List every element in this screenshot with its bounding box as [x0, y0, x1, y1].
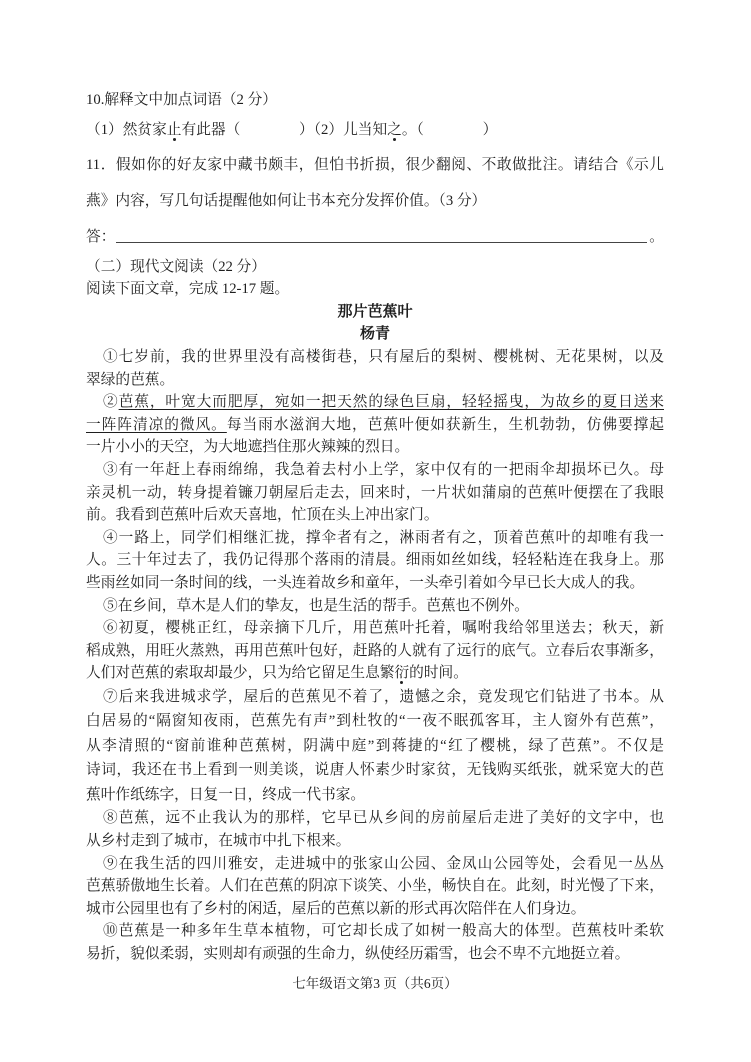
paragraph-3 — [86, 459, 664, 527]
paragraph-7 — [86, 685, 664, 808]
answer-line — [86, 226, 664, 248]
question-10-title: 10.解释文中加点词语（2 分） — [86, 92, 277, 108]
text-line: ⑨在我生活的四川雅安，走进城中的张家山公园、金凤山公园等处，会看见一丛丛 — [103, 855, 664, 872]
paragraph-8 — [86, 807, 664, 852]
q10-item-1-text: （1）然贫家 — [86, 122, 167, 138]
question-10-items — [86, 119, 664, 141]
text-line: 一片小小的天空，为大地遮挡住那火辣辣的烈日。 — [86, 439, 410, 456]
answer-end-mark: 。 — [649, 229, 664, 245]
text-line: ④一路上，同学们相继汇拢，撑伞者有之，淋雨者有之，顶着芭蕉叶的却唯有我一 — [103, 529, 664, 546]
text-segment: 每当雨水滋润大地，芭蕉叶便如获新生，生机勃勃，仿佛要撑起 — [226, 416, 664, 433]
paragraph-5 — [86, 595, 664, 618]
text-line: 从李清照的“窗前谁种芭蕉树，阴满中庭”到蒋捷的“红了樱桃，绿了芭蕉”。不仅是 — [86, 737, 664, 754]
section-heading: （二）现代文阅读（22 分） — [86, 259, 266, 275]
text-line — [86, 414, 664, 437]
answer-label: 答： — [86, 229, 116, 245]
text-segment: 人们对芭蕉的索取却最少，只为给它留足生息繁 — [86, 665, 395, 682]
text-line: ⑤在乡间，草木是人们的挚友，也是生活的帮手。芭蕉也不例外。 — [103, 597, 529, 614]
text-line: ⑧芭蕉，远不止我认为的那样，它早已从乡间的房前屋后走进了美好的文字中，也 — [103, 810, 664, 827]
paragraph-1 — [86, 346, 664, 391]
q10-item-2-text: （2）儿当知 — [313, 122, 388, 138]
q10-item-1-blank: 有此器（ ） — [181, 122, 314, 138]
article-author: 杨青 — [359, 325, 390, 342]
dotted-char: 之 — [387, 122, 402, 138]
text-line: 燕》内容，写几句话提醒他如何让书本充分发挥价值。（3 分） — [86, 193, 487, 209]
paragraph-6 — [86, 617, 664, 685]
text-line: 蕉叶作纸练字，日复一日，终成一代书家。 — [86, 786, 366, 803]
text-line: ⑦后来我进城求学，屋后的芭蕉见不着了，遗憾之余，竟发现它们钻进了书本。从 — [103, 688, 664, 705]
text-line: 城市公园里也有了乡村的闲适，屋后的芭蕉以新的形式再次陪伴在人们身边。 — [86, 900, 586, 917]
question-11 — [86, 147, 664, 219]
text-line: 诗词，我还在书上看到一则美谈，说唐人怀素少时家贫，无钱购买纸张，就采宽大的芭 — [86, 762, 664, 779]
section-instruction: 阅读下面文章，完成 12-17 题。 — [86, 281, 290, 297]
text-line: 稻成熟，用旺火蒸熟，再用芭蕉叶包好，赶路的人就有了远行的底气。立春后农事渐多， — [86, 642, 664, 659]
text-segment: 的时间。 — [409, 665, 468, 682]
page-footer: 七年级语文第3 页（共6页） — [292, 976, 458, 991]
underlined-sentence: 芭蕉，叶宽大而肥厚，宛如一把天然的绿色巨扇，轻轻摇曳，为故乡的夏日送来 — [118, 394, 664, 411]
text-line: ①七岁前，我的世界里没有高楼街巷，只有屋后的梨树、樱桃树、无花果树，以及 — [103, 349, 664, 365]
text-line: 前。我看到芭蕉叶后欢天喜地，忙顶在头上冲出家门。 — [86, 507, 439, 524]
text-line: ⑩芭蕉是一种多年生草本植物，可它却长成了如树一般高大的体型。芭蕉枝叶柔软 — [103, 923, 664, 940]
answer-blank — [116, 242, 647, 243]
text-line: 芭蕉骄傲地生长着。人们在芭蕉的阴凉下谈笑、小坐，畅快自在。此刻，时光慢了下来， — [86, 878, 664, 895]
text-line: 白居易的“隔窗知夜雨，芭蕉先有声”到杜牧的“一夜不眠孤客耳，主人窗外有芭蕉”， — [86, 713, 664, 730]
paragraph-4 — [86, 527, 664, 595]
q10-item-2-blank: 。（ ） — [401, 122, 498, 138]
text-line: 些雨丝如同一条时间的线，一头连着故乡和童年，一头牵引着如今早已长大成人的我。 — [86, 574, 645, 591]
q10-item-1 — [86, 122, 314, 138]
underlined-sentence: 一阵阵清凉的微风。 — [86, 416, 227, 433]
text-line: ⑥初夏，樱桃正红，母亲摘下几斤，用芭蕉叶托着，嘱咐我给邻里送去；秋天，新 — [103, 620, 664, 637]
text-line: 11．假如你的好友家中藏书颇丰，但怕书折损，很少翻阅、不敢做批注。请结合《示儿 — [86, 157, 664, 173]
text-line: 人。三十年过去了，我仍记得那个落雨的清晨。细雨如丝如线，轻轻粘连在我身上。那 — [86, 552, 664, 569]
text-line: 翠绿的芭蕉。 — [86, 371, 175, 388]
text-line — [86, 662, 664, 685]
text-line — [86, 391, 664, 414]
dotted-char: 止 — [166, 122, 182, 138]
q10-item-2 — [314, 122, 498, 138]
article-title: 那片芭蕉叶 — [337, 303, 413, 320]
paragraph-9 — [86, 853, 664, 921]
text-line: 从乡村走到了城市，在城市中扎下根来。 — [86, 833, 351, 849]
paragraph-10 — [86, 920, 664, 965]
text-line: ③有一年赶上春雨绵绵，我急着去村小上学，家中仅有的一把雨伞却损坏已久。母 — [103, 461, 664, 478]
text-line: 易折，貌似柔弱，实则却有顽强的生命力，纵使经历霜雪，也会不卑不亢地挺立着。 — [86, 945, 630, 962]
paragraph-number: ② — [103, 394, 119, 411]
dotted-char: 衍 — [394, 665, 410, 682]
text-line: 亲灵机一动，转身提着镰刀朝屋后走去，回来时，一片状如蒲扇的芭蕉叶便摆在了我眼 — [86, 484, 664, 501]
paragraph-2 — [86, 391, 664, 459]
article-body — [86, 346, 664, 966]
